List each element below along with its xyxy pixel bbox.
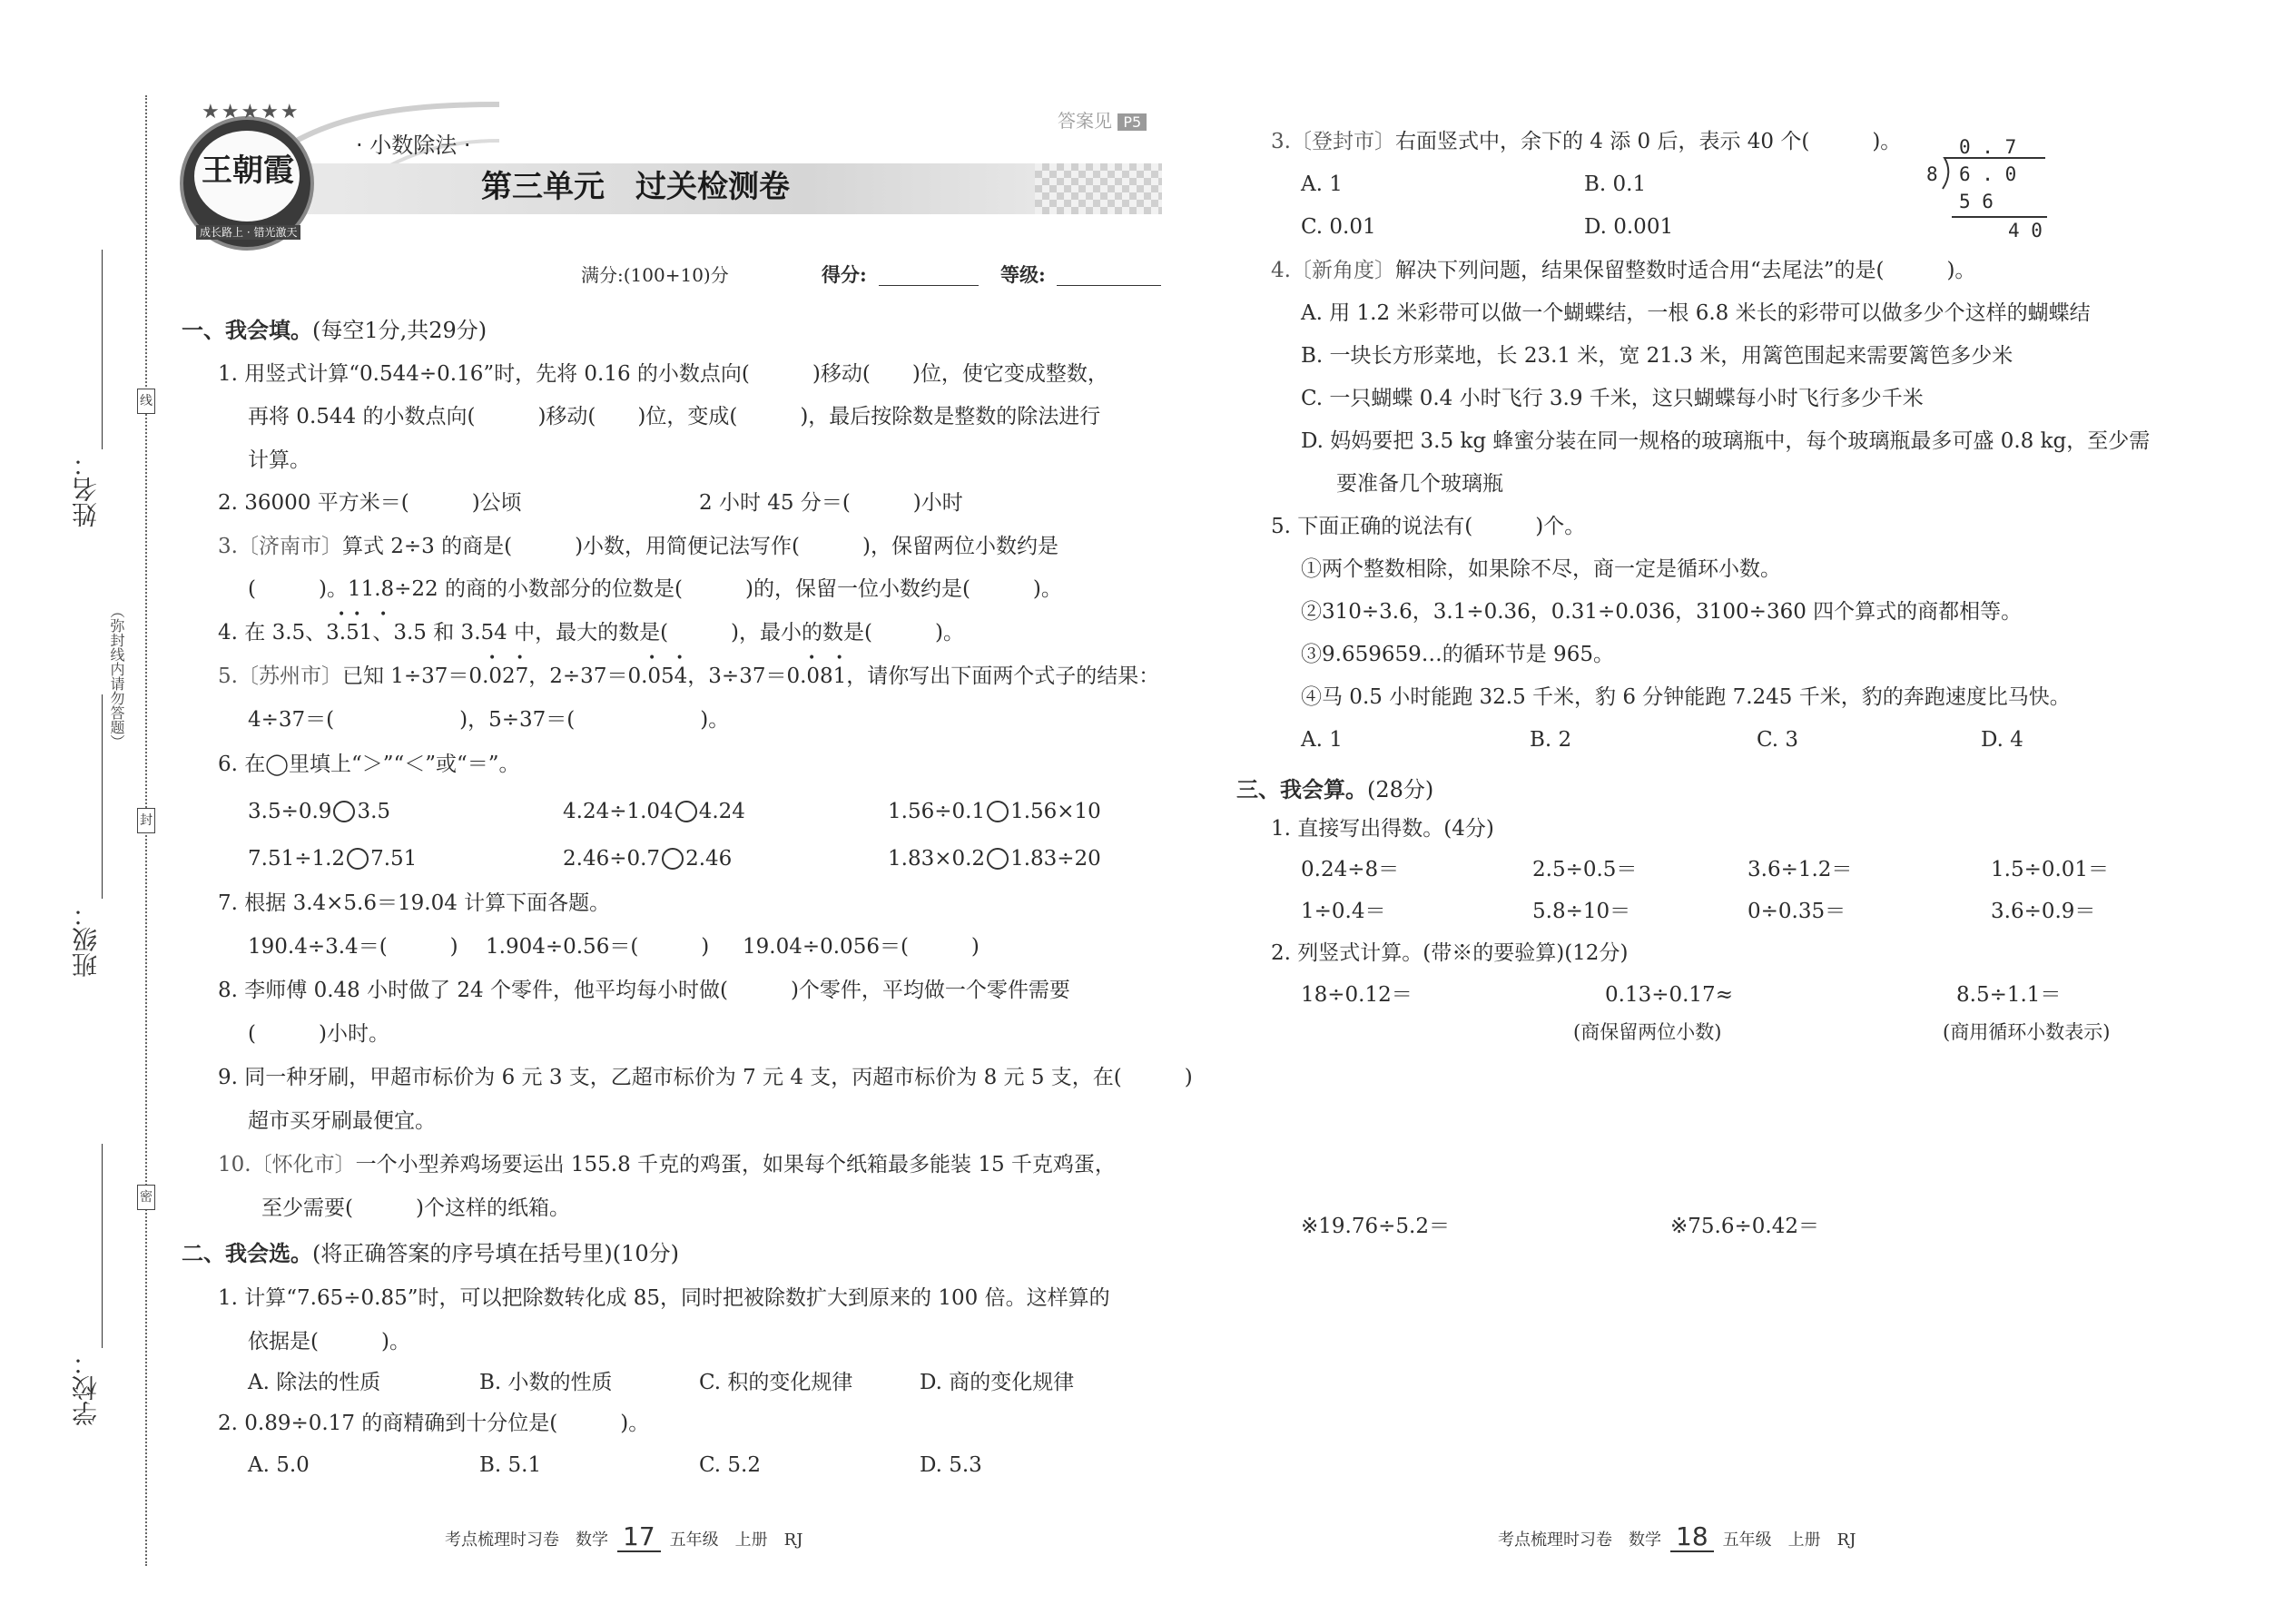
s1-q10-text: 一个小型养鸡场要运出 155.8 千克的鸡蛋，如果每个纸箱最多能装 15 千克鸡蛋， bbox=[355, 1153, 1116, 1176]
s2-q5-opt-c: C. 3 bbox=[1757, 728, 1799, 752]
page-title: 第三单元 过关检测卷 bbox=[481, 169, 790, 205]
logo-sub: 成长路上 · 错光激天 bbox=[196, 225, 300, 240]
s3-q2-item-3: 8.5÷1.1＝ bbox=[1956, 983, 2062, 1007]
compare-circle[interactable] bbox=[347, 848, 369, 870]
s1-q9-line2: 超市买牙刷最便宜。 bbox=[248, 1109, 436, 1133]
s1-q7-a: 190.4÷3.4＝( ) bbox=[248, 935, 458, 959]
compare-circle[interactable] bbox=[333, 801, 355, 822]
s1-q3-line1 bbox=[218, 533, 1058, 560]
checker-pattern bbox=[1035, 163, 1162, 214]
seal-mark-line: 线 bbox=[137, 389, 155, 414]
s1-q7-c: 19.04÷0.056＝( ) bbox=[743, 935, 980, 959]
s2-q4-opt-b: B. 一块长方形菜地，长 23.1 米，宽 21.3 米，用篱笆围起来需要篱笆多少米 bbox=[1301, 344, 2013, 368]
cmp-5 bbox=[563, 845, 732, 872]
grade-label: 等级: bbox=[1000, 263, 1046, 286]
s1-q10-line2: 至少需要( )个这样的纸箱。 bbox=[261, 1196, 570, 1220]
section3-heading-text: 三、我会算。 bbox=[1236, 777, 1367, 802]
section2-heading bbox=[182, 1240, 679, 1267]
cmp-2-left: 4.24÷1.04 bbox=[563, 800, 674, 823]
s1-q8-line2: ( )小时。 bbox=[248, 1022, 389, 1046]
s2-q1-opt-d: D. 商的变化规律 bbox=[920, 1371, 1075, 1394]
s3-q2-item-5: ※75.6÷0.42＝ bbox=[1670, 1215, 1819, 1238]
footer-right-prefix: 考点梳理时习卷 数学 bbox=[1498, 1530, 1661, 1550]
s2-q2-opt-d: D. 5.3 bbox=[920, 1453, 982, 1477]
longdiv-product: 5 6 bbox=[1959, 191, 1994, 212]
s3-q1-item-3: 3.6÷1.2＝ bbox=[1748, 858, 1853, 881]
s1-q10-tag: 10.〔怀化市〕 bbox=[218, 1153, 356, 1176]
s1-q3-line2: ( )。11.8÷22 的商的小数部分的位数是( )的，保留一位小数约是( )。 bbox=[248, 577, 1062, 601]
logo-stars-icon: ★★★★★ bbox=[202, 101, 300, 123]
longdiv-remainder: 4 0 bbox=[2008, 220, 2043, 241]
s1-q2-a: 2. 36000 平方米＝( )公顷 bbox=[218, 491, 522, 515]
s2-q1-opt-b: B. 小数的性质 bbox=[479, 1371, 613, 1394]
s3-q2-note-c: (商用循环小数表示) bbox=[1943, 1021, 2111, 1043]
cmp-2 bbox=[563, 798, 745, 825]
repeat-dot-q4b: • bbox=[379, 607, 388, 622]
cmp-3-left: 1.56÷0.1 bbox=[888, 800, 986, 823]
cmp-4-right: 7.51 bbox=[370, 847, 418, 871]
unit-subtitle: · 小数除法 · bbox=[356, 133, 471, 158]
s2-q4-text: 解决下列问题，结果保留整数时适合用“去尾法”的是( )。 bbox=[1394, 259, 1976, 282]
score-label: 得分: bbox=[822, 263, 867, 286]
section3-heading bbox=[1236, 776, 1433, 803]
cmp-5-left: 2.46÷0.7 bbox=[563, 847, 661, 871]
s1-q6: 6. 在◯里填上“＞”“＜”或“＝”。 bbox=[218, 753, 520, 776]
s1-q10-line1 bbox=[218, 1151, 1116, 1178]
s2-q5-item-2: ②310÷3.6，3.1÷0.36，0.31÷0.036，3100÷360 四个算式的商都相等。 bbox=[1301, 600, 2023, 624]
cmp-1-left: 3.5÷0.9 bbox=[248, 800, 332, 823]
longdiv-dividend: 6 . 0 bbox=[1959, 163, 2017, 185]
cmp-1-right: 3.5 bbox=[357, 800, 391, 823]
cmp-5-right: 2.46 bbox=[685, 847, 733, 871]
s2-q3-opt-a: A. 1 bbox=[1301, 172, 1343, 196]
s1-q5-line2: 4÷37＝( )，5÷37＝( )。 bbox=[248, 708, 730, 732]
repeat-dots-q5: • • bbox=[488, 651, 524, 665]
footer-right bbox=[1498, 1523, 1856, 1554]
s2-q2: 2. 0.89÷0.17 的商精确到十分位是( )。 bbox=[218, 1412, 650, 1435]
s2-q5: 5. 下面正确的说法有( )个。 bbox=[1271, 515, 1586, 538]
s2-q3-opt-c: C. 0.01 bbox=[1301, 215, 1376, 239]
compare-circle[interactable] bbox=[675, 801, 697, 822]
footer-left-prefix: 考点梳理时习卷 数学 bbox=[445, 1530, 608, 1550]
s3-q1-item-7: 0÷0.35＝ bbox=[1748, 900, 1846, 923]
section2-note: (将正确答案的序号填在括号里)(10分) bbox=[312, 1241, 679, 1266]
s1-q7: 7. 根据 3.4×5.6＝19.04 计算下面各题。 bbox=[218, 891, 611, 915]
cmp-3 bbox=[888, 798, 1101, 825]
s3-q1-item-6: 5.8÷10＝ bbox=[1532, 900, 1631, 923]
seal-mark-secret: 密 bbox=[137, 1185, 155, 1210]
answer-ref bbox=[1058, 107, 1147, 136]
s1-q1-line1: 1. 用竖式计算“0.544÷0.16”时，先将 0.16 的小数点向( )移动( )位，使它变成整数， bbox=[218, 362, 1108, 386]
s1-q5-line1 bbox=[218, 663, 1159, 690]
repeat-dots-q5b: • • bbox=[648, 651, 684, 665]
section1-heading bbox=[182, 317, 487, 344]
repeat-dots-q5c: • • bbox=[808, 651, 843, 665]
logo-text: 王朝霞 bbox=[202, 153, 294, 189]
name-line bbox=[102, 250, 103, 449]
s3-q1: 1. 直接写出得数。(4分) bbox=[1271, 817, 1494, 841]
longdiv-rule bbox=[1952, 216, 2047, 218]
s1-q5-tag: 5.〔苏州市〕 bbox=[218, 664, 342, 688]
s3-q1-item-2: 2.5÷0.5＝ bbox=[1532, 858, 1638, 881]
s2-q1-line1: 1. 计算“7.65÷0.85”时，可以把除数转化成 85，同时把被除数扩大到原来的 100 倍。这样算的 bbox=[218, 1286, 1110, 1310]
grade-field[interactable] bbox=[1057, 285, 1161, 286]
s1-q5-text: 已知 1÷37＝0.027，2÷37＝0.054，3÷37＝0.081，请你写出下面两个式子的结果： bbox=[341, 664, 1160, 688]
s1-q9-line1: 9. 同一种牙刷，甲超市标价为 6 元 3 支，乙超市标价为 7 元 4 支，丙超市标价为 8 元 5 支，在( ) bbox=[218, 1066, 1193, 1089]
section2-heading-text: 二、我会选。 bbox=[182, 1241, 312, 1266]
s2-q3-opt-d: D. 0.001 bbox=[1584, 215, 1674, 239]
full-score: 满分:(100+10)分 bbox=[581, 264, 729, 286]
s2-q3-text: 右面竖式中，余下的 4 添 0 后，表示 40 个( )。 bbox=[1394, 130, 1902, 153]
s2-q3 bbox=[1271, 128, 1901, 155]
s2-q3-opt-b: B. 0.1 bbox=[1584, 172, 1647, 196]
cmp-6-right: 1.83÷20 bbox=[1010, 847, 1101, 871]
school-label: 学校： bbox=[71, 1350, 101, 1426]
s2-q4-opt-a: A. 用 1.2 米彩带可以做一个蝴蝶结，一根 6.8 米长的彩带可以做多少个这样的蝴蝶结 bbox=[1301, 301, 2091, 325]
cmp-3-right: 1.56×10 bbox=[1010, 800, 1101, 823]
s2-q4-opt-d2: 要准备几个玻璃瓶 bbox=[1336, 472, 1503, 496]
s3-q1-item-8: 3.6÷0.9＝ bbox=[1991, 900, 2096, 923]
s2-q5-opt-d: D. 4 bbox=[1981, 728, 2023, 752]
s1-q7-b: 1.904÷0.56＝( ) bbox=[486, 935, 710, 959]
footer-left-suffix: 五年级 上册 RJ bbox=[669, 1530, 803, 1550]
s2-q1-line2: 依据是( )。 bbox=[248, 1330, 410, 1353]
s3-q2-item-2: 0.13÷0.17≈ bbox=[1605, 983, 1733, 1007]
s2-q5-opt-a: A. 1 bbox=[1301, 728, 1343, 752]
s2-q4 bbox=[1271, 257, 1975, 284]
school-line bbox=[102, 1144, 103, 1348]
s2-q1-opt-c: C. 积的变化规律 bbox=[699, 1371, 853, 1394]
s2-q1-opt-a: A. 除法的性质 bbox=[248, 1371, 381, 1394]
repeat-dots-q4: • • bbox=[338, 607, 361, 622]
s2-q4-opt-c: C. 一只蝴蝶 0.4 小时飞行 3.9 千米，这只蝴蝶每小时飞行多少千米 bbox=[1301, 387, 1924, 410]
s1-q2-b: 2 小时 45 分＝( )小时 bbox=[699, 491, 963, 515]
cmp-1 bbox=[248, 798, 390, 825]
s2-q4-tag: 4.〔新角度〕 bbox=[1271, 259, 1395, 282]
compare-circle[interactable] bbox=[662, 848, 684, 870]
s1-q8-line1: 8. 李师傅 0.48 小时做了 24 个零件，他平均每小时做( )个零件，平均做一个零件需要 bbox=[218, 979, 1070, 1002]
longdiv-divisor: 8 bbox=[1926, 163, 1938, 185]
s3-q1-item-5: 1÷0.4＝ bbox=[1301, 900, 1386, 923]
page-number-left: 17 bbox=[617, 1523, 661, 1552]
name-label: 姓名： bbox=[71, 451, 101, 527]
class-label: 班级： bbox=[71, 901, 101, 978]
section3-note: (28分) bbox=[1367, 777, 1434, 802]
s2-q5-opt-b: B. 2 bbox=[1530, 728, 1572, 752]
footer-left bbox=[445, 1523, 802, 1554]
s2-q2-opt-c: C. 5.2 bbox=[699, 1453, 761, 1477]
seal-mark-seal: 封 bbox=[137, 808, 155, 833]
score-field[interactable] bbox=[879, 285, 979, 286]
cmp-2-right: 4.24 bbox=[698, 800, 745, 823]
s1-q3-tag: 3.〔济南市〕 bbox=[218, 535, 342, 558]
s3-q1-item-4: 1.5÷0.01＝ bbox=[1991, 858, 2110, 881]
class-line bbox=[102, 694, 103, 899]
page-number-right: 18 bbox=[1670, 1523, 1714, 1552]
answer-ref-page: P5 bbox=[1117, 113, 1147, 131]
cmp-6-left: 1.83×0.2 bbox=[888, 847, 986, 871]
s2-q2-opt-a: A. 5.0 bbox=[248, 1453, 310, 1477]
s2-q5-item-3: ③9.659659…的循环节是 965。 bbox=[1301, 643, 1614, 666]
s1-q1-line3: 计算。 bbox=[248, 448, 310, 472]
s1-q3-text: 算式 2÷3 的商是( )小数，用简便记法写作( )，保留两位小数约是 bbox=[341, 535, 1059, 558]
longdiv-quotient: 0 . 7 bbox=[1959, 136, 2017, 158]
s2-q5-item-4: ④马 0.5 小时能跑 32.5 千米，豹 6 分钟能跑 7.245 千米，豹的奔跑速度比马快。 bbox=[1301, 685, 2071, 709]
s3-q2: 2. 列竖式计算。(带※的要验算)(12分) bbox=[1271, 941, 1629, 965]
s3-q2-item-1: 18÷0.12＝ bbox=[1301, 983, 1413, 1007]
cmp-4 bbox=[248, 845, 417, 872]
compare-circle[interactable] bbox=[987, 848, 1009, 870]
s1-q1-line2: 再将 0.544 的小数点向( )移动( )位，变成( )，最后按除数是整数的除法进行 bbox=[248, 405, 1101, 428]
s1-q4: 4. 在 3.5、3.51、3.5 和 3.54 中，最大的数是( )，最小的数是( )。 bbox=[218, 621, 964, 645]
seal-note: （弥封线内请勿答题） bbox=[108, 604, 125, 749]
s2-q4-opt-d: D. 妈妈要把 3.5 kg 蜂蜜分装在同一规格的玻璃瓶中，每个玻璃瓶最多可盛 0.8 kg，至少需 bbox=[1301, 429, 2151, 453]
cmp-4-left: 7.51÷1.2 bbox=[248, 847, 346, 871]
answer-ref-label: 答案见 bbox=[1058, 110, 1112, 132]
compare-circle[interactable] bbox=[987, 801, 1009, 822]
s2-q3-tag: 3.〔登封市〕 bbox=[1271, 130, 1395, 153]
section1-heading-text: 一、我会填。 bbox=[182, 318, 312, 343]
cmp-6 bbox=[888, 845, 1101, 872]
s2-q2-opt-b: B. 5.1 bbox=[479, 1453, 542, 1477]
s3-q2-note-b: (商保留两位小数) bbox=[1573, 1021, 1722, 1043]
section1-note: (每空1分,共29分) bbox=[312, 318, 487, 343]
s3-q2-item-4: ※19.76÷5.2＝ bbox=[1301, 1215, 1450, 1238]
s2-q5-item-1: ①两个整数相除，如果除不尽，商一定是循环小数。 bbox=[1301, 557, 1781, 581]
footer-right-suffix: 五年级 上册 RJ bbox=[1722, 1530, 1856, 1550]
s3-q1-item-1: 0.24÷8＝ bbox=[1301, 858, 1400, 881]
